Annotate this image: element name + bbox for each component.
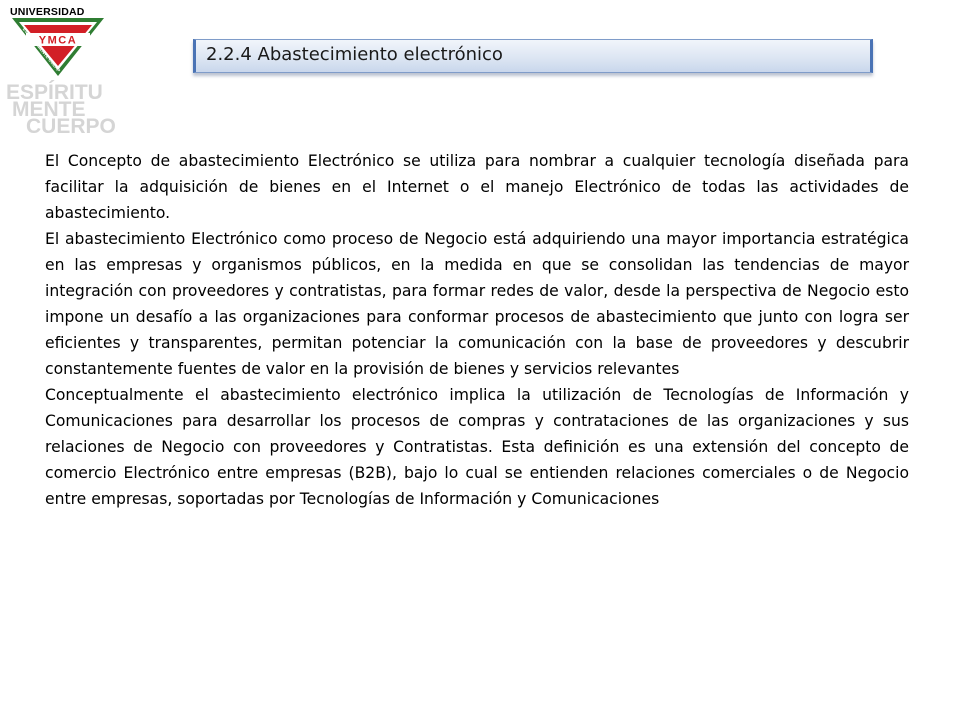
logo-brand-text: YMCA [38, 34, 78, 47]
paragraph-3: Conceptualmente el abastecimiento electrónico implica la utilización de Tecnologías de Información y Comunicaciones para desarrollar los procesos de compras y contrataciones de las organizaciones y sus relaciones de Negocio con proveedores y Contratistas. Esta definición es una extensión del concepto de comercio Electrónico entre empresas (B2B), bajo lo cual se entienden relaciones comerciales o de Negocio entre empresas, soportadas por Tecnologías de Información y Comunicaciones [45, 386, 909, 508]
watermark-line-3: CUERPO [26, 115, 116, 138]
ymca-triangle-logo [8, 16, 108, 78]
motto-watermark [6, 81, 116, 138]
watermark-line-1: ESPÍRITU [6, 81, 103, 104]
paragraph-1: El Concepto de abastecimiento Electrónico se utiliza para nombrar a cualquier tecnología diseñada para facilitar la adquisición de bienes en el Internet o el manejo Electrónico de todas las actividades de abastecimiento. [45, 152, 909, 222]
body-text [45, 148, 909, 512]
watermark-line-2: MENTE [12, 98, 86, 121]
paragraph-2: El abastecimiento Electrónico como proceso de Negocio está adquiriendo una mayor importancia estratégica en las empresas y organismos públicos, en la medida en que se consolidan las tendencias de mayor integración con proveedores y contratistas, para formar redes de valor, desde la perspectiva de Negocio esto impone un desafío a las organizaciones para conformar procesos de abastecimiento que junto con logra ser eficientes y transparentes, permitan potenciar la comunicación con la base de proveedores y descubrir constantemente fuentes de valor en la provisión de bienes y servicios relevantes [45, 230, 909, 378]
section-title-banner [193, 39, 873, 73]
page-title: 2.2.4 Abastecimiento electrónico [206, 44, 503, 65]
logo-university-text: UNIVERSIDAD [10, 6, 85, 18]
logo-motto-text: ESPIRITU MENTE CUERP [21, 26, 62, 73]
